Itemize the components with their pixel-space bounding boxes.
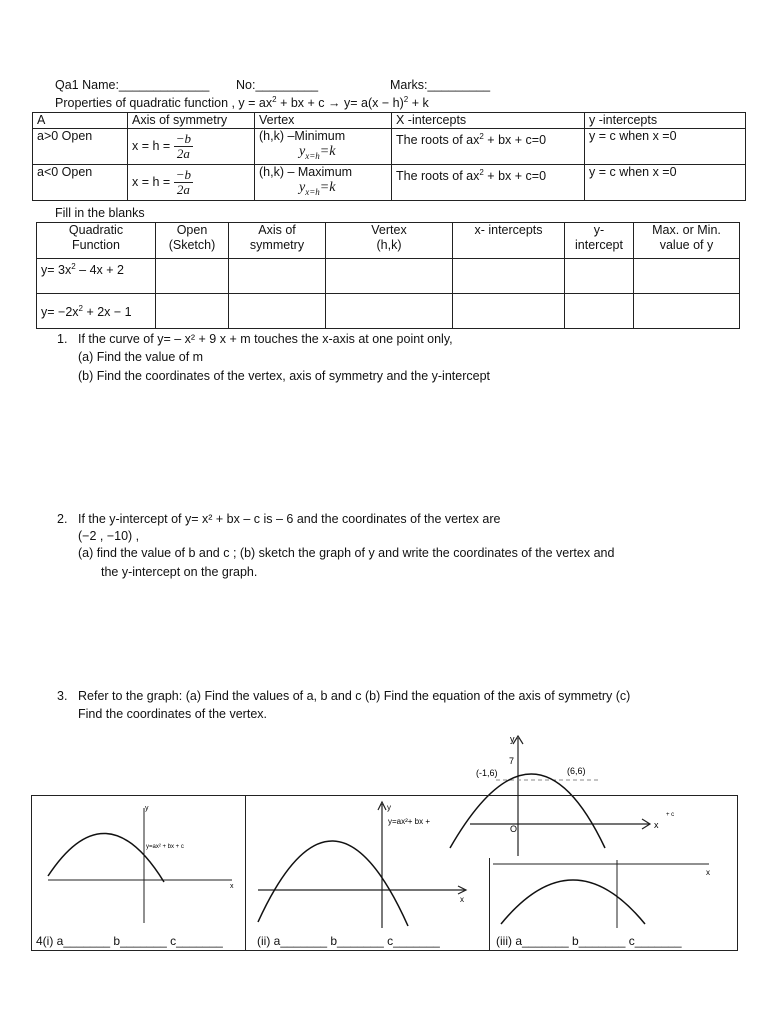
fill-col-yint: y- intercept: [565, 223, 634, 259]
col-a: A: [33, 113, 128, 129]
y-label: y: [145, 805, 149, 812]
blank-cell[interactable]: [326, 259, 453, 294]
table-row: a>0 Open x = h = $\frac{-b}{2a}$ (h,k) –Minimum $y_{x=h}=k$ The roots of $ax^2$ + bx + c=0 y = c when x =0: [33, 129, 746, 165]
q2-part-a-2: the y-intercept on the graph.: [101, 565, 258, 579]
point-left-label: (-1,6): [476, 768, 498, 778]
q1-text: If the curve of y= – x² + 9 x + m touches the x-axis at one point only,: [78, 332, 453, 346]
blank-answer-3[interactable]: (iii) a_______ b_______ c_______: [496, 934, 682, 948]
point-right-label: (6,6): [567, 766, 586, 776]
fraction: $\frac{-b}{2a}$: [175, 167, 191, 197]
properties-heading: Properties of quadratic function , $y = ax^2$ + bx + $c \to y= a(x - h)^2 + k$: [55, 95, 429, 111]
blank-answer-1[interactable]: 4(i) a_______ b_______ c_______: [36, 934, 223, 948]
blank-cell[interactable]: [634, 259, 740, 294]
divider: [245, 795, 246, 951]
q2-text: If the y-intercept of y= x² + bx – c is – 6 and the coordinates of the vertex are: [78, 512, 501, 526]
x-label: x: [706, 868, 710, 877]
eq-tail-label: + c: [666, 812, 675, 818]
x-label: x: [230, 883, 234, 890]
blank-cell[interactable]: [326, 294, 453, 329]
parabola-curve: [258, 841, 408, 926]
intercept-label: 7: [509, 756, 515, 766]
q2-number: 2.: [57, 512, 68, 526]
fill-col-vertex: Vertex (h,k): [326, 223, 453, 259]
y-label: y: [510, 734, 515, 744]
q2-text-2: (−2 , −10) ,: [78, 529, 140, 543]
parabola-curve: [501, 880, 645, 924]
fill-blanks-label: Fill in the blanks: [55, 206, 145, 220]
q1-number: 1.: [57, 332, 68, 346]
blank-cell[interactable]: [229, 259, 326, 294]
blank-cell[interactable]: [453, 259, 565, 294]
parabola-curve: [48, 833, 164, 882]
fill-col-function: Quadratic Function: [37, 223, 156, 259]
q3-text: Refer to the graph: (a) Find the values of a, b and c (b) Find the equation of the axis of symmetry (c): [78, 689, 631, 703]
q3-text-2: Find the coordinates of the vertex.: [78, 707, 267, 721]
col-axis: Axis of symmetry: [128, 113, 255, 129]
number-field-label: No:_________: [236, 78, 319, 92]
fill-table: [36, 222, 740, 329]
blank-cell[interactable]: [565, 259, 634, 294]
fill-col-open: Open (Sketch): [156, 223, 229, 259]
fill-col-axis: Axis of symmetry: [229, 223, 326, 259]
table-row: $y= -2x^2 + 2x - 1$: [37, 294, 740, 329]
equation-label: y=ax²+ bx +: [388, 817, 431, 826]
equation-label: y=ax² + bx + c: [146, 844, 184, 850]
blank-cell[interactable]: [156, 259, 229, 294]
name-line: Qa1 Name:_____________: [55, 78, 210, 92]
fill-col-maxmin: Max. or Min. value of y: [634, 223, 740, 259]
blank-cell[interactable]: [565, 294, 634, 329]
panel-2-graph: [248, 798, 488, 930]
blank-cell[interactable]: [156, 294, 229, 329]
panel-1-graph: [34, 798, 242, 930]
table-row: a<0 Open x = h = $\frac{-b}{2a}$ (h,k) – Maximum $y_{x=h}=k$ The roots of $ax^2$ + bx + c=0 y = c when x =0: [33, 165, 746, 201]
blank-cell[interactable]: [453, 294, 565, 329]
divider: [489, 858, 490, 951]
q1-part-b: (b) Find the coordinates of the vertex, axis of symmetry and the y-intercept: [78, 369, 490, 383]
blank-answer-2[interactable]: (ii) a_______ b_______ c_______: [257, 934, 440, 948]
x-label: x: [460, 895, 464, 904]
q2-part-a: (a) find the value of b and c ; (b) sketch the graph of y and write the coordinates of the vertex and: [78, 546, 615, 560]
blank-cell[interactable]: [229, 294, 326, 329]
q1-part-a: (a) Find the value of m: [78, 350, 204, 364]
panel-3-graph: [491, 858, 719, 930]
q3-number: 3.: [57, 689, 68, 703]
y-label: y: [387, 803, 391, 812]
fraction: $\frac{-b}{2a}$: [175, 131, 191, 161]
col-vertex: Vertex: [255, 113, 392, 129]
origin-label: O: [510, 824, 518, 834]
col-xint: X -intercepts: [392, 113, 585, 129]
table-row: $y= 3x^2 - 4x + 2$: [37, 259, 740, 294]
marks-field-label: Marks:_________: [390, 78, 491, 92]
x-label: x: [654, 820, 659, 830]
properties-table: [32, 112, 746, 201]
col-yint: y -intercepts: [585, 113, 746, 129]
arrow-icon: →: [328, 96, 341, 111]
fill-col-xint: x- intercepts: [453, 223, 565, 259]
blank-cell[interactable]: [634, 294, 740, 329]
